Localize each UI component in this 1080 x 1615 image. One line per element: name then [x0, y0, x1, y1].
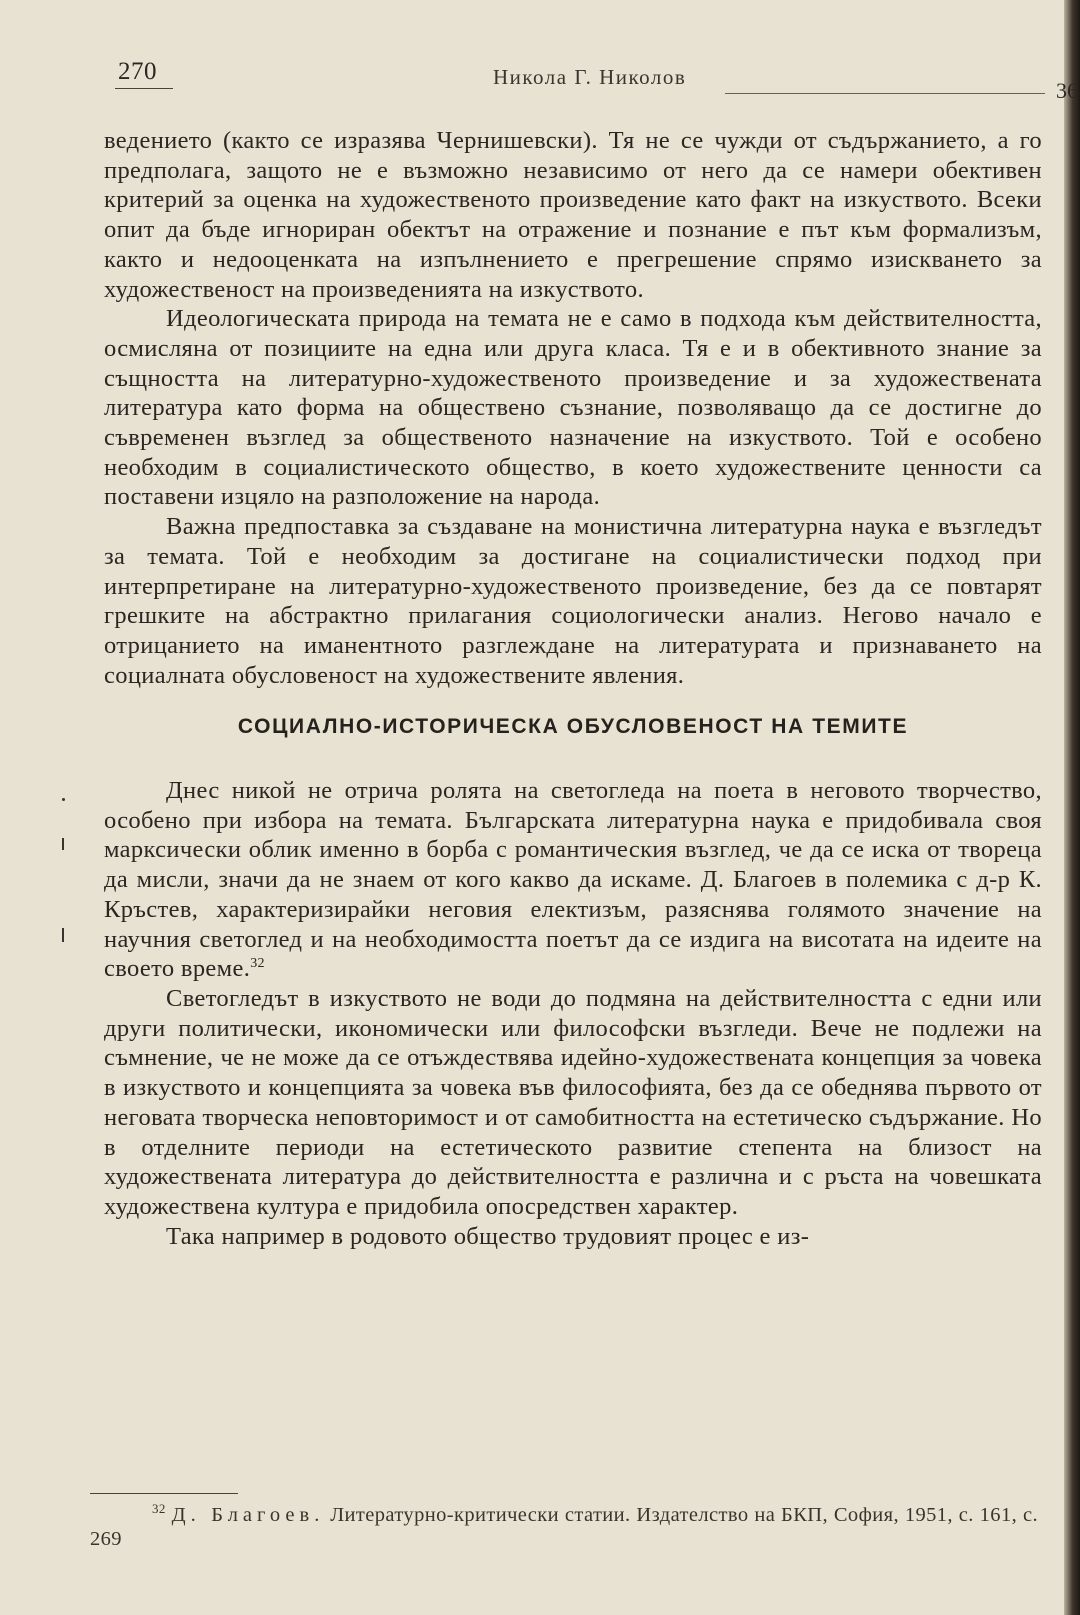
- running-head: Никола Г. Николов: [493, 65, 687, 89]
- margin-tick-mark: [62, 928, 64, 942]
- page-number-underline: [115, 88, 173, 89]
- header-rule: [725, 93, 1045, 94]
- footnote-reference[interactable]: 32: [250, 956, 265, 972]
- paragraph: [104, 776, 1042, 984]
- section-heading: СОЦИАЛНО-ИСТОРИЧЕСКА ОБУСЛОВЕНОСТ НА ТЕМИТЕ: [237, 715, 909, 739]
- paragraph: Светогледът в изкуството не води до подмяна на действителността с едни или други политически, икономически или философски възгледи. Вече не подлежи на съмнение, че не може да се отъждествява идейно-художествената концепция за човека в изкуството и концепцията за човека във философията, без да се обеднява първото от неговата творческа неповторимост и от самобитността на естетическо съдържание. Но в отделните периоди на естетическото развитие степента на близост на художествената литература до действителността е различна и с ръста на човешката художествена култура е придобила опосредствен характер.: [104, 984, 1042, 1220]
- footnote-text: Литературно-критически статии. Издателство на БКП, София, 1951, с. 161, с. 269: [90, 1504, 1038, 1550]
- footnote-rule: [90, 1493, 238, 1494]
- margin-tick-mark: [62, 838, 64, 850]
- margin-dot-mark: [62, 798, 65, 801]
- paragraph: Важна предпоставка за създаване на монистична литературна наука е възгледът за темата. Той е необходим за достигане на социалистически подход при интерпретиране на литературно-художественото произведение, без да се повтарят грешките на абстрактно прилагания социологически анализ. Негово начало е отрицанието на иманентното разглеждане на литературата и признаването на социалната обусловеност на художествените явления.: [104, 513, 1042, 689]
- footnote: [90, 1503, 1038, 1551]
- main-text: [104, 126, 1042, 1251]
- edge-page-number: 36: [1056, 78, 1078, 103]
- page-number: 270: [118, 58, 157, 85]
- paragraph-text: Днес никой не отрича ролята на светогледа на поета в неговото творчество, особено при избора на темата. Българската литературна наука е придобивала своя марксически облик именно в борба с романтическия възглед, че да се иска от твореца да мисли, значи да не знаем от кого какво да искаме. Д. Благоев в полемика с д-р К. Кръстев, характеризирайки неговия електизъм, разяснява голямото значение на научния светоглед и на необходимостта поетът да се издига на висотата на идеите на своето време.: [104, 777, 1042, 983]
- binding-edge: [1064, 0, 1080, 1615]
- footnote-author: Д. Благоев.: [171, 1504, 325, 1526]
- footnote-number: 32: [152, 1501, 166, 1517]
- paragraph: Идеологическата природа на темата не е само в подхода към действителността, осмисляна от позициите на една или друга класа. Тя е и в обективното знание за същността на литературно-художественото произведение и за художествената литература като форма на обществено съзнание, позволяващо да се достигне до съвременен възглед за общественото назначение на изкуството. Той е особено необходим в социалистическото общество, в което художествените ценности са поставени изцяло на разположение на народа.: [104, 305, 1042, 511]
- page-header: [115, 52, 1045, 94]
- paragraph-continued: ведението (както се изразява Чернишевски). Тя не се чужди от съдържанието, а го предполага, защото не е възможно независимо от него да се намери обективен критерий за оценка на художественото произведение като факт на изкуството. Всеки опит да бъде игнориран обектът на отражение и познание е път към формализъм, както и недооценката на изпълнението е прегрешение спрямо изискването за художественост на произведенията на изкуството.: [104, 127, 1042, 303]
- paragraph: Така например в родовото общество трудовият процес е из-: [166, 1222, 810, 1250]
